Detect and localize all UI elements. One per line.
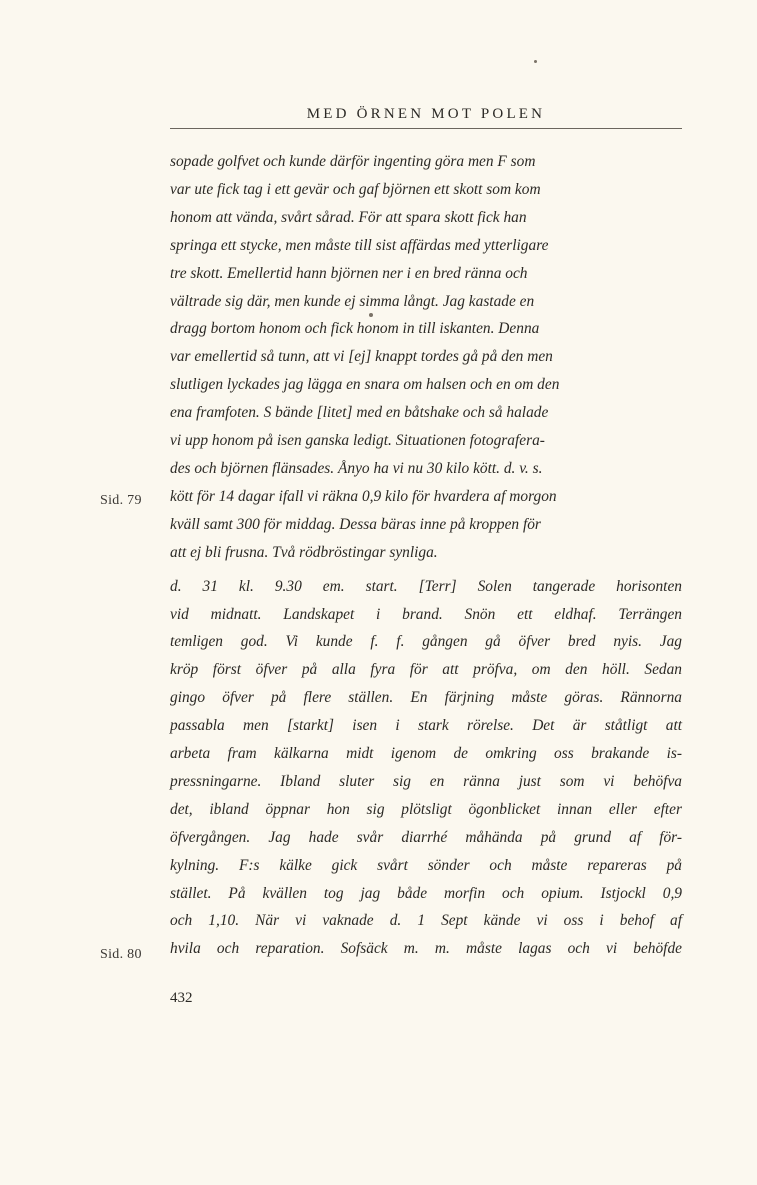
paragraph-1: [170, 148, 682, 567]
text-line: temligen god. Vi kunde f. f. gången gå öfver bred nyis. Jag: [170, 633, 682, 651]
text-line: passabla men [starkt] isen i stark rörelse. Det är ståtligt att: [170, 717, 682, 735]
page-number: 432: [170, 990, 193, 1006]
text-line: var ute fick tag i ett gevär och gaf björnen ett skott som kom: [170, 180, 541, 198]
text-line: öfvergången. Jag hade svår diarrhé måhända på grund af för-: [170, 828, 682, 846]
text-line: tre skott. Emellertid hann björnen ner i en bred ränna och: [170, 264, 528, 282]
text-line: det, ibland öppnar hon sig plötsligt ögonblicket innan eller efter: [170, 800, 682, 818]
text-line: kylning. F:s kälke gick svårt sönder och måste repareras på: [170, 856, 682, 874]
running-head: MED ÖRNEN MOT POLEN: [306, 106, 546, 122]
text-line: gingo öfver på flere ställen. En färjning måste göras. Rännorna: [170, 689, 682, 707]
body-text: [170, 148, 682, 963]
text-line: ena framfoten. S bände [litet] med en båtshake och så halade: [170, 404, 549, 422]
text-line: hvila och reparation. Sofsäck m. m. måste lagas och vi behöfde: [170, 940, 682, 958]
text-line: springa ett stycke, men måste till sist affärdas med ytterligare: [170, 236, 549, 254]
text-line: des och björnen flänsades. Ånyo ha vi nu 30 kilo kött. d. v. s.: [170, 459, 543, 477]
text-line: honom att vända, svårt sårad. För att spara skott fick han: [170, 208, 527, 226]
text-line: arbeta fram kälkarna midt igenom de omkring oss brakande is-: [170, 745, 682, 763]
text-line: d. 31 kl. 9.30 em. start. [Terr] Solen tangerade horisonten: [170, 577, 682, 595]
text-line: kväll samt 300 för middag. Dessa bäras inne på kroppen för: [170, 515, 541, 533]
text-line: att ej bli frusna. Två rödbröstingar synliga.: [170, 543, 438, 561]
text-line: var emellertid så tunn, att vi [ej] knappt tordes gå på den men: [170, 348, 553, 366]
text-line: kött för 14 dagar ifall vi räkna 0,9 kilo för hvardera af morgon: [170, 487, 557, 505]
text-line: stället. På kvällen tog jag både morfin och opium. Istjockl 0,9: [170, 884, 682, 902]
text-line: sopade golfvet och kunde därför ingenting göra men F som: [170, 153, 536, 170]
text-line: pressningarne. Ibland sluter sig en ränna just som vi behöfva: [170, 772, 682, 790]
speck-mark: [369, 313, 373, 317]
paragraph-2: [170, 573, 682, 964]
text-line: vi upp honom på isen ganska ledigt. Situationen fotografera-: [170, 432, 545, 450]
header-rule: [170, 128, 682, 129]
text-line: och 1,10. När vi vaknade d. 1 Sept kände vi oss i behof af: [170, 912, 682, 930]
margin-note-sid-80: Sid. 80: [100, 947, 142, 962]
speck-mark: [534, 60, 537, 63]
text-line: vältrade sig där, men kunde ej simma långt. Jag kastade en: [170, 292, 535, 310]
text-line: kröp först öfver på alla fyra för att pröfva, om den höll. Sedan: [170, 661, 682, 679]
text-line: vid midnatt. Landskapet i brand. Snön ett eldhaf. Terrängen: [170, 605, 682, 623]
text-line: dragg bortom honom och fick honom in till iskanten. Denna: [170, 320, 540, 338]
margin-note-sid-79: Sid. 79: [100, 493, 142, 508]
text-line: slutligen lyckades jag lägga en snara om halsen och en om den: [170, 376, 560, 394]
